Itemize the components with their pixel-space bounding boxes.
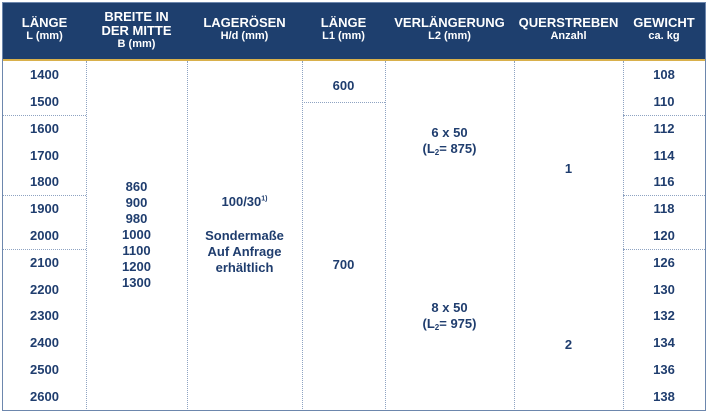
length-cell: 1700 [30, 148, 59, 163]
length-cell: 1900 [30, 201, 59, 216]
length-cell: 2400 [30, 335, 59, 350]
length-cell: 2200 [30, 282, 59, 297]
header-extension: VERLÄNGERUNG L2 (mm) [394, 15, 505, 42]
length-cell: 2000 [30, 228, 59, 243]
header-weight: GEWICHT ca. kg [633, 15, 695, 42]
extension-value: 8 x 50 $(L_2= 975)$ [422, 300, 477, 332]
length-cell: 2600 [30, 389, 59, 404]
weight-cell: 108 [653, 67, 675, 82]
column-divider [385, 61, 386, 409]
eyelet-value: 100/30$^{1)}$ [221, 194, 268, 209]
length-cell: 1500 [30, 94, 59, 109]
weight-cell: 112 [653, 121, 675, 136]
length-cell: 2100 [30, 255, 59, 270]
l1-value: 700 [332, 257, 355, 272]
weight-cell: 120 [653, 228, 675, 243]
column-divider [302, 61, 303, 409]
header-eyelets: LAGERÖSEN H/d (mm) [203, 15, 286, 42]
weight-cell: 132 [653, 308, 675, 323]
weight-cell: 134 [653, 335, 675, 350]
extension-value: 6 x 50 $(L_2= 875)$ [422, 125, 477, 157]
length-cell: 1800 [30, 174, 59, 189]
struts-value: 2 [564, 337, 573, 352]
weight-cell: 126 [653, 255, 675, 270]
length-cell: 1600 [30, 121, 59, 136]
header-struts: QUERSTREBEN Anzahl [518, 15, 619, 42]
length-cell: 2500 [30, 362, 59, 377]
length-cell: 2300 [30, 308, 59, 323]
header-accent-line [3, 59, 705, 61]
weight-cell: 138 [653, 389, 675, 404]
weight-cell: 118 [653, 201, 675, 216]
row-divider [302, 102, 385, 103]
struts-value: 1 [564, 161, 573, 176]
weight-cell: 136 [653, 362, 675, 377]
l1-value: 600 [332, 78, 355, 93]
column-divider [514, 61, 515, 409]
weight-cell: 116 [653, 174, 675, 189]
weight-cell: 110 [653, 94, 675, 109]
width-values: 860 900 980 1000 1100 1200 1300 [122, 179, 151, 290]
header-width: BREITE IN DER MITTE B (mm) [101, 9, 172, 50]
header-length: LÄNGE L (mm) [21, 15, 68, 42]
length-cell: 1400 [30, 67, 59, 82]
weight-cell: 114 [653, 148, 675, 163]
header-l1: LÄNGE L1 (mm) [320, 15, 367, 42]
eyelet-note: Sondermaße Auf Anfrage erhältlich [205, 228, 284, 275]
weight-cell: 130 [653, 282, 675, 297]
